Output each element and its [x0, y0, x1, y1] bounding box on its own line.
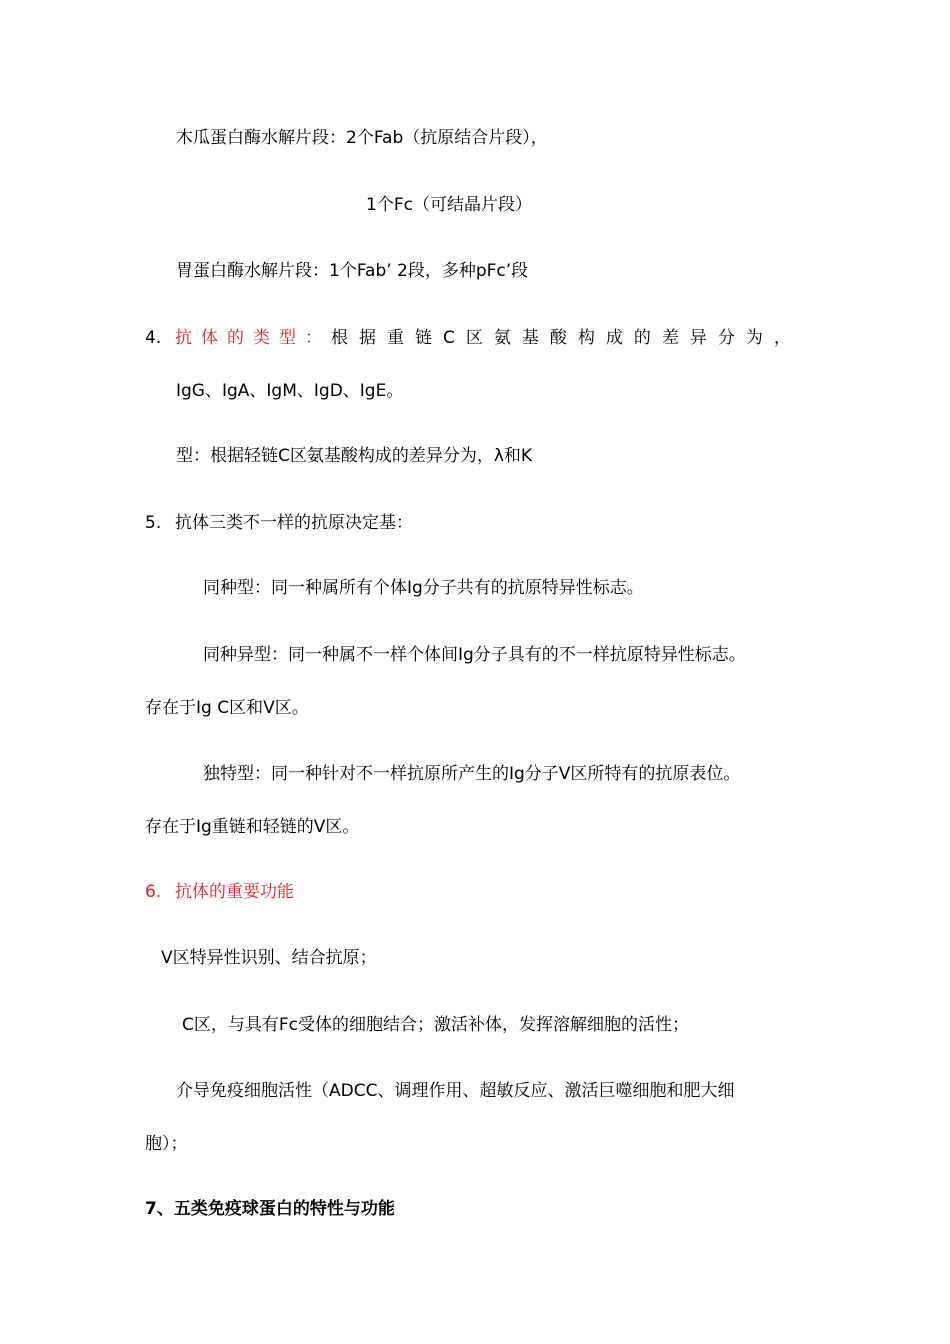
section-5-title: 抗体三类不一样的抗原决定基： — [175, 513, 413, 533]
idiotype-location: 存在于Ig重链和轻链的V区。 — [145, 817, 360, 837]
pepsin-fragments: 胃蛋白酶水解片段：1个Fab’ 2段，多种pFc’段 — [176, 261, 529, 281]
section-4-title: 抗体的类型： — [175, 328, 331, 348]
allotype-location: 存在于Ig C区和V区。 — [145, 698, 309, 718]
section-4-number: 4. — [145, 328, 162, 348]
section-4-heading — [145, 326, 817, 350]
v-region-function: V区特异性识别、结合抗原； — [161, 948, 377, 968]
section-6-heading — [145, 880, 294, 904]
section-5-number: 5. — [145, 513, 162, 533]
section-6-number: 6. — [145, 882, 162, 902]
section-6-title: 抗体的重要功能 — [175, 882, 294, 902]
papain-fragments: 木瓜蛋白酶水解片段：2个Fab（抗原结合片段）， — [176, 128, 548, 148]
allotype-definition: 同种异型：同一种属不一样个体间Ig分子具有的不一样抗原特异性标志。 — [203, 645, 746, 665]
mediate-immune-activity: 介导免疫细胞活性（ADCC、调理作用、超敏反应、激活巨噬细胞和肥大细 — [176, 1081, 735, 1101]
section-5-heading — [145, 511, 413, 535]
c-region-function: C区，与具有Fc受体的细胞结合；激活补体，发挥溶解细胞的活性； — [182, 1015, 689, 1035]
isotype-definition: 同种型：同一种属所有个体Ig分子共有的抗原特异性标志。 — [203, 578, 644, 598]
light-chain-types: 型：根据轻链C区氨基酸构成的差异分为，λ和K — [176, 446, 533, 466]
fc-fragment: 1个Fc（可结晶片段） — [366, 195, 532, 215]
section-4-text: 根据重链C区氨基酸构成的差异分为， — [331, 328, 802, 348]
idiotype-definition: 独特型：同一种针对不一样抗原所产生的Ig分子V区所特有的抗原表位。 — [203, 764, 741, 784]
section-7-heading: 7、五类免疫球蛋白的特性与功能 — [145, 1199, 395, 1219]
mediate-immune-activity-end: 胞）； — [145, 1134, 188, 1154]
antibody-classes: IgG、IgA、IgM、IgD、IgE。 — [176, 381, 404, 401]
